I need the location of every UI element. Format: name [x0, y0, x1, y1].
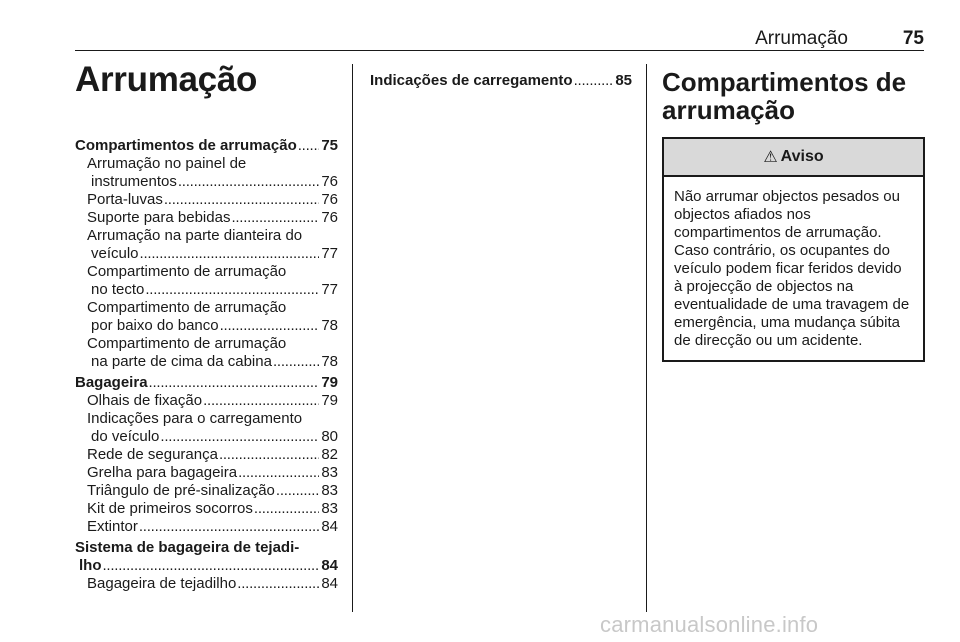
toc-entry[interactable]	[75, 209, 338, 227]
toc-page-number: 76	[321, 191, 338, 208]
toc-entry-line	[370, 72, 632, 90]
warning-text: Não arrumar objectos pesados ou objectos afiados nos compartimentos de arrumação. Caso contrário, os ocupantes do veículo podem ficar feridos devido à projecção de objectos na eventualidade de uma travagem de emergência, uma mudança súbita de direcção ou um acidente.	[674, 188, 910, 349]
toc-entry-line	[87, 155, 338, 173]
chapter-title: Arrumação	[75, 60, 258, 99]
toc-page-number: 77	[321, 281, 338, 298]
toc-entry-text: Indicações de carregamento	[370, 72, 573, 89]
toc-page-number: 82	[321, 446, 338, 463]
toc-page-number: 79	[321, 392, 338, 409]
table-of-contents	[75, 137, 338, 593]
toc-entry-line	[87, 428, 338, 446]
dot-leader	[160, 428, 319, 446]
toc-entry[interactable]	[75, 227, 338, 263]
section-title-line: arrumação	[662, 95, 795, 125]
toc-page-number: 80	[321, 428, 338, 445]
dot-leader	[276, 482, 319, 500]
table-of-contents-continued	[370, 72, 632, 90]
toc-entry-line	[87, 353, 338, 371]
chapter-column	[75, 60, 338, 593]
toc-page-number: 83	[321, 500, 338, 517]
toc-entry-line	[87, 392, 338, 410]
dot-leader	[238, 464, 319, 482]
dot-leader	[220, 317, 320, 335]
toc-page-number: 83	[321, 482, 338, 499]
toc-entry-line	[87, 299, 338, 317]
toc-entry-line	[87, 173, 338, 191]
dot-leader	[219, 446, 319, 464]
toc-entry-text: Bagageira	[75, 374, 148, 391]
warning-box	[662, 137, 925, 362]
toc-entry[interactable]	[75, 392, 338, 410]
toc-entry[interactable]	[75, 500, 338, 518]
toc-entry[interactable]	[75, 464, 338, 482]
toc-entry-line	[87, 464, 338, 482]
toc-entry[interactable]	[75, 575, 338, 593]
toc-entry-line	[87, 500, 338, 518]
dot-leader	[298, 137, 320, 155]
section-title	[662, 68, 925, 124]
toc-entry-text: veículo	[91, 245, 139, 262]
toc-entry-text: por baixo do banco	[91, 317, 219, 334]
toc-entry-line	[87, 575, 338, 593]
toc-entry-line	[75, 557, 338, 575]
toc-page-number: 78	[321, 317, 338, 334]
toc-page-number: 85	[615, 72, 632, 89]
toc-page-number: 76	[321, 209, 338, 226]
warning-triangle-icon: ⚠	[763, 149, 778, 166]
toc-entry-line	[87, 446, 338, 464]
watermark: carmanualsonline.info	[600, 612, 819, 637]
dot-leader	[574, 72, 614, 90]
dot-leader	[164, 191, 319, 209]
toc-entry[interactable]	[75, 263, 338, 299]
section-title-line: Compartimentos de	[662, 67, 907, 97]
toc-entry-text: Compartimento de arrumação	[87, 263, 287, 280]
toc-section-entry[interactable]	[75, 374, 338, 392]
dot-leader	[231, 209, 319, 227]
dot-leader	[103, 557, 320, 575]
toc-entry[interactable]	[75, 191, 338, 209]
toc-entry-text: Compartimento de arrumação	[87, 335, 287, 352]
dot-leader	[140, 245, 320, 263]
toc-entry-line	[87, 191, 338, 209]
toc-entry-line	[87, 263, 338, 281]
toc-entry-text: Compartimentos de arrumação	[75, 137, 297, 154]
toc-entry-text: Suporte para bebidas	[87, 209, 231, 226]
toc-entry[interactable]	[75, 155, 338, 191]
toc-page-number: 76	[321, 173, 338, 190]
header-title: Arrumação	[755, 28, 848, 49]
warning-header	[664, 139, 923, 177]
column-divider	[646, 64, 647, 612]
toc-section-entry[interactable]	[75, 137, 338, 155]
toc-entry-line	[75, 137, 338, 155]
toc-page-number: 75	[321, 137, 338, 154]
toc-entry-text: Grelha para bagageira	[87, 464, 238, 481]
toc-entry-line	[87, 245, 338, 263]
dot-leader	[273, 353, 319, 371]
toc-entry[interactable]	[75, 518, 338, 536]
toc-page-number: 83	[321, 464, 338, 481]
dot-leader	[178, 173, 319, 191]
warning-label: Aviso	[780, 148, 824, 165]
toc-entry-line	[75, 539, 338, 557]
toc-entry-line	[87, 518, 338, 536]
toc-entry-text: Extintor	[87, 518, 138, 535]
toc-section-entry[interactable]	[370, 72, 632, 90]
toc-continuation-column	[370, 72, 632, 90]
toc-entry-text: Sistema de bagageira de tejadi-	[75, 539, 300, 556]
toc-entry-text: Porta-luvas	[87, 191, 163, 208]
toc-entry-text: do veículo	[91, 428, 160, 445]
toc-entry-text: instrumentos	[91, 173, 177, 190]
dot-leader	[145, 281, 319, 299]
section-column	[662, 68, 925, 362]
toc-entry-line	[75, 374, 338, 392]
toc-entry-text: Bagageira de tejadilho	[87, 575, 237, 592]
toc-entry-text: Olhais de fixação	[87, 392, 203, 409]
toc-entry-line	[87, 317, 338, 335]
header-page-number: 75	[902, 28, 924, 49]
toc-entry-text: Triângulo de pré-sinalização	[87, 482, 275, 499]
toc-entry-text: Rede de segurança	[87, 446, 218, 463]
dot-leader	[139, 518, 319, 536]
toc-entry-line	[87, 227, 338, 245]
toc-entry-line	[87, 410, 338, 428]
toc-entry[interactable]	[75, 410, 338, 446]
toc-section-entry[interactable]	[75, 539, 338, 575]
toc-page-number: 79	[321, 374, 338, 391]
toc-entry[interactable]	[75, 299, 338, 335]
toc-entry-text: Arrumação na parte dianteira do	[87, 227, 303, 244]
toc-entry[interactable]	[75, 446, 338, 464]
toc-page-number: 84	[321, 518, 338, 535]
dot-leader	[237, 575, 319, 593]
toc-entry-text: Compartimento de arrumação	[87, 299, 287, 316]
dot-leader	[254, 500, 319, 518]
toc-entry-text: na parte de cima da cabina	[91, 353, 272, 370]
toc-entry-line	[87, 335, 338, 353]
toc-entry-text: Kit de primeiros socorros	[87, 500, 253, 517]
page-header	[75, 28, 924, 51]
toc-entry[interactable]	[75, 335, 338, 371]
toc-entry-line	[87, 281, 338, 299]
toc-entry-line	[87, 482, 338, 500]
toc-page-number: 78	[321, 353, 338, 370]
toc-entry-text: Arrumação no painel de	[87, 155, 247, 172]
toc-entry-text: no tecto	[91, 281, 145, 298]
dot-leader	[149, 374, 320, 392]
toc-page-number: 77	[321, 245, 338, 262]
toc-entry[interactable]	[75, 482, 338, 500]
toc-entry-text: Indicações para o carregamento	[87, 410, 303, 427]
toc-page-number: 84	[321, 557, 338, 574]
column-divider	[352, 64, 353, 612]
toc-page-number: 84	[321, 575, 338, 592]
toc-entry-text: lho	[79, 557, 102, 574]
dot-leader	[203, 392, 319, 410]
toc-entry-line	[87, 209, 338, 227]
